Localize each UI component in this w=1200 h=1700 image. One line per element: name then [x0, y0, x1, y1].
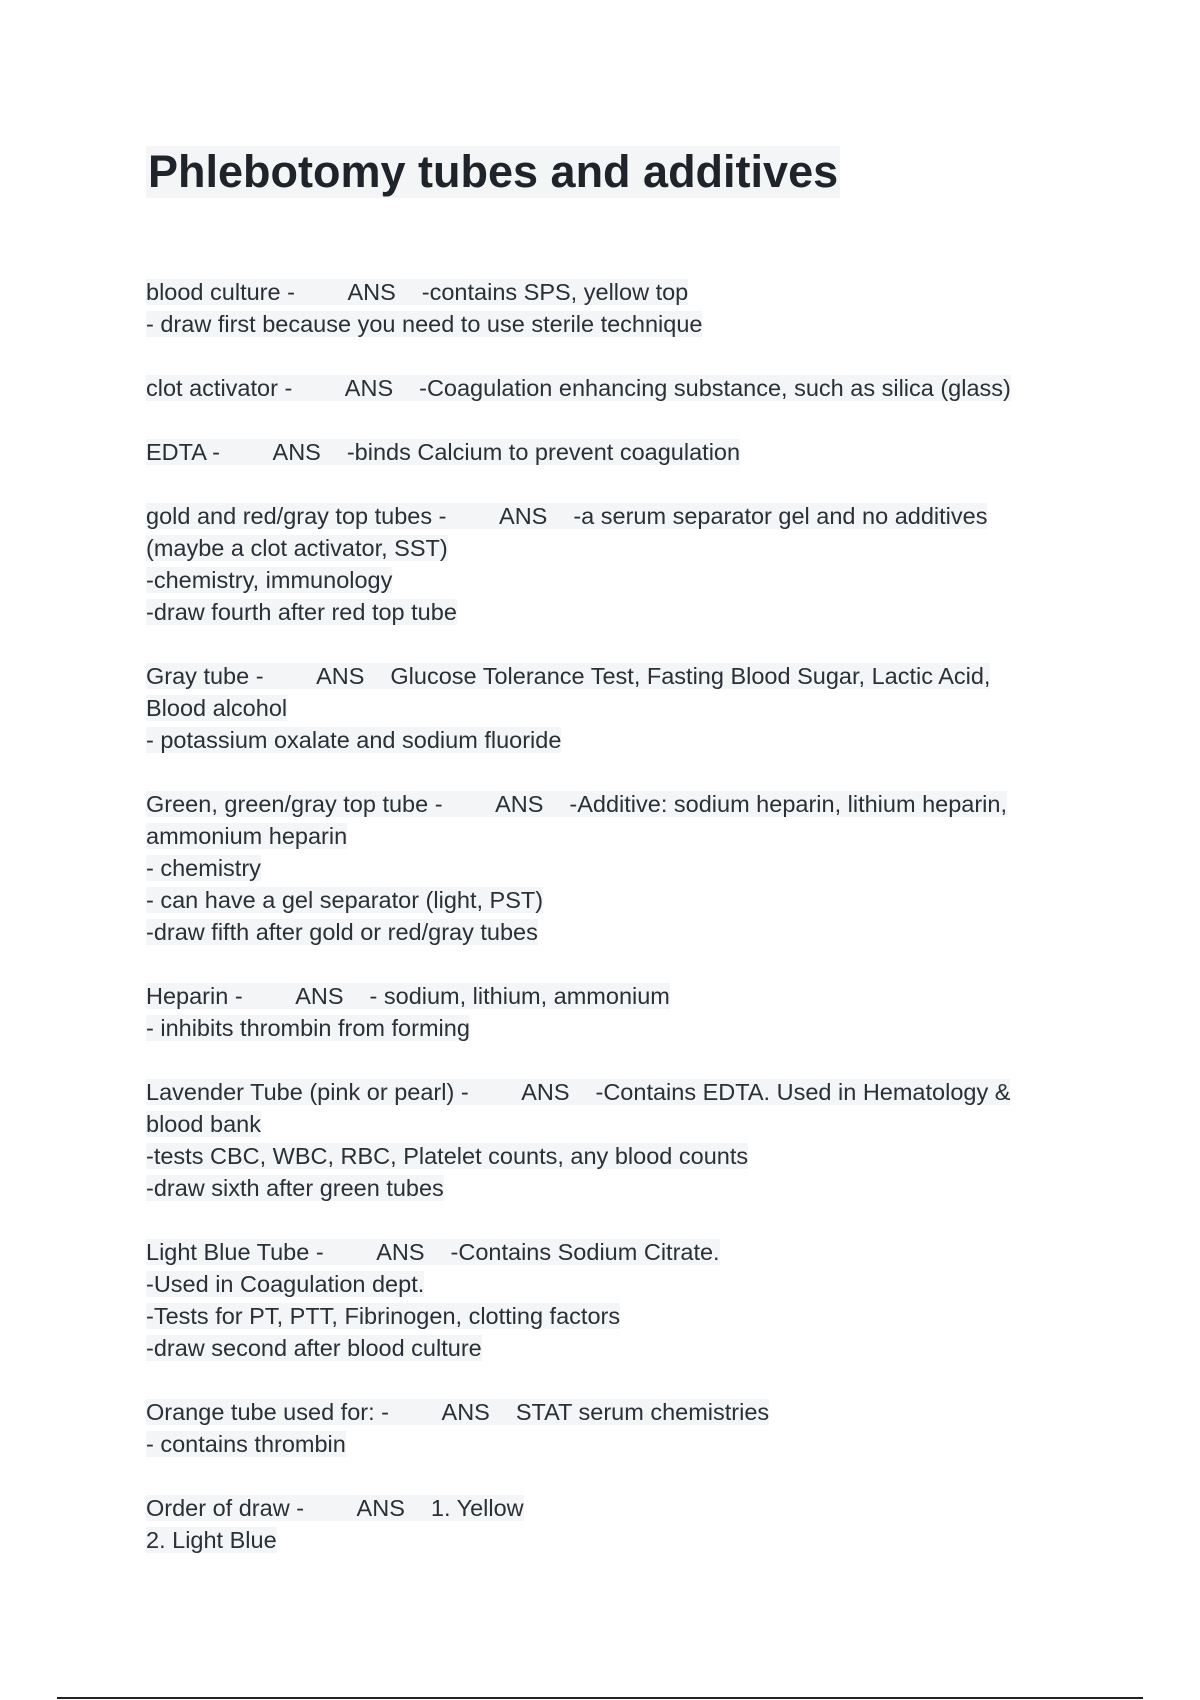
answer-continuation-line — [146, 692, 1066, 724]
question-text: Order of draw - — [146, 1495, 311, 1521]
ans-marker: ANS — [376, 1239, 425, 1265]
qa-highlight — [146, 439, 740, 465]
ans-marker: ANS — [499, 503, 548, 529]
question-text: EDTA - — [146, 439, 227, 465]
answer-text: -a serum separator gel and no additives — [573, 503, 988, 529]
answer-text: -binds Calcium to prevent coagulation — [346, 439, 741, 465]
answer-continuation-line — [146, 884, 1066, 916]
answer-continuation-line — [146, 308, 1066, 340]
question-text: Lavender Tube (pink or pearl) - — [146, 1079, 476, 1105]
answer-continuation-text: - can have a gel separator (light, PST) — [146, 887, 544, 913]
qa-entry — [146, 500, 1066, 628]
answer-continuation-line — [146, 564, 1066, 596]
answer-continuation-text: -draw fifth after gold or red/gray tubes — [146, 919, 538, 945]
qa-first-line — [146, 980, 1066, 1012]
qa-first-line — [146, 436, 1066, 468]
question-text: clot activator - — [146, 375, 299, 401]
qa-entry — [146, 1236, 1066, 1364]
answer-continuation-line — [146, 852, 1066, 884]
title-wrap — [146, 146, 840, 198]
answer-continuation-line — [146, 820, 1066, 852]
answer-text: -Contains Sodium Citrate. — [450, 1239, 720, 1265]
qa-first-line — [146, 1076, 1066, 1108]
answer-continuation-text: (maybe a clot activator, SST) — [146, 535, 448, 561]
answer-continuation-line — [146, 532, 1066, 564]
qa-highlight — [146, 1399, 769, 1425]
ans-marker: ANS — [521, 1079, 570, 1105]
qa-first-line — [146, 276, 1066, 308]
answer-continuation-text: -tests CBC, WBC, RBC, Platelet counts, any blood counts — [146, 1143, 749, 1169]
answer-continuation-text: 2. Light Blue — [146, 1527, 277, 1553]
answer-continuation-line — [146, 1172, 1066, 1204]
answer-continuation-line — [146, 916, 1066, 948]
page-title: Phlebotomy tubes and additives — [148, 146, 839, 197]
answer-text: -Contains EDTA. Used in Hematology & — [595, 1079, 1011, 1105]
answer-text: -contains SPS, yellow top — [421, 279, 689, 305]
answer-continuation-line — [146, 1140, 1066, 1172]
answer-continuation-text: - potassium oxalate and sodium fluoride — [146, 727, 562, 753]
answer-continuation-text: -chemistry, immunology — [146, 567, 393, 593]
qa-highlight — [146, 375, 1011, 401]
qa-entry — [146, 660, 1066, 756]
qa-first-line — [146, 788, 1066, 820]
question-text: Heparin - — [146, 983, 250, 1009]
qa-first-line — [146, 372, 1066, 404]
answer-continuation-text: -draw fourth after red top tube — [146, 599, 457, 625]
question-text: Green, green/gray top tube - — [146, 791, 450, 817]
question-text: Orange tube used for: - — [146, 1399, 396, 1425]
answer-continuation-line — [146, 596, 1066, 628]
qa-entry — [146, 276, 1066, 340]
ans-marker: ANS — [295, 983, 344, 1009]
qa-first-line — [146, 500, 1066, 532]
answer-text: -Coagulation enhancing substance, such as silica (glass) — [419, 375, 1011, 401]
qa-first-line — [146, 1396, 1066, 1428]
qa-highlight — [146, 791, 1007, 817]
qa-entry — [146, 1396, 1066, 1460]
qa-first-line — [146, 1492, 1066, 1524]
qa-entry — [146, 1076, 1066, 1204]
answer-continuation-line — [146, 1524, 1066, 1556]
qa-highlight — [146, 663, 990, 689]
qa-highlight — [146, 983, 670, 1009]
answer-continuation-text: -draw sixth after green tubes — [146, 1175, 444, 1201]
answer-continuation-text: - contains thrombin — [146, 1431, 346, 1457]
qa-highlight — [146, 503, 987, 529]
answer-continuation-text: -Used in Coagulation dept. — [146, 1271, 425, 1297]
ans-marker: ANS — [272, 439, 321, 465]
ans-marker: ANS — [316, 663, 365, 689]
answer-continuation-line — [146, 1300, 1066, 1332]
answer-continuation-text: - inhibits thrombin from forming — [146, 1015, 470, 1041]
qa-highlight — [146, 1079, 1010, 1105]
answer-continuation-text: - draw first because you need to use sterile technique — [146, 311, 703, 337]
answer-continuation-line — [146, 1268, 1066, 1300]
question-text: Light Blue Tube - — [146, 1239, 331, 1265]
ans-marker: ANS — [344, 375, 394, 401]
qa-entry — [146, 436, 1066, 468]
answer-continuation-text: ammonium heparin — [146, 823, 348, 849]
ans-marker: ANS — [495, 791, 544, 817]
qa-first-line — [146, 1236, 1066, 1268]
qa-highlight — [146, 1239, 720, 1265]
qa-entry — [146, 980, 1066, 1044]
answer-continuation-text: -Tests for PT, PTT, Fibrinogen, clotting factors — [146, 1303, 621, 1329]
answer-continuation-line — [146, 1012, 1066, 1044]
ans-marker: ANS — [356, 1495, 405, 1521]
answer-continuation-text: Blood alcohol — [146, 695, 288, 721]
question-text: blood culture - — [146, 279, 302, 305]
answer-continuation-line — [146, 724, 1066, 756]
entry-list — [146, 276, 1066, 1588]
answer-text: 1. Yellow — [430, 1495, 524, 1521]
qa-highlight — [146, 1495, 524, 1521]
answer-continuation-line — [146, 1428, 1066, 1460]
ans-marker: ANS — [441, 1399, 490, 1425]
qa-entry — [146, 1492, 1066, 1556]
answer-text: STAT serum chemistries — [515, 1399, 770, 1425]
qa-highlight — [146, 279, 688, 305]
question-text: Gray tube - — [146, 663, 271, 689]
answer-continuation-text: -draw second after blood culture — [146, 1335, 482, 1361]
answer-continuation-text: - chemistry — [146, 855, 261, 881]
answer-text: -Additive: sodium heparin, lithium heparin, — [569, 791, 1007, 817]
answer-continuation-line — [146, 1332, 1066, 1364]
bottom-divider — [57, 1697, 1143, 1699]
ans-marker: ANS — [347, 279, 396, 305]
answer-text: - sodium, lithium, ammonium — [369, 983, 670, 1009]
qa-entry — [146, 788, 1066, 948]
answer-continuation-line — [146, 1108, 1066, 1140]
qa-first-line — [146, 660, 1066, 692]
question-text: gold and red/gray top tubes - — [146, 503, 454, 529]
answer-continuation-text: blood bank — [146, 1111, 261, 1137]
answer-text: Glucose Tolerance Test, Fasting Blood Sugar, Lactic Acid, — [390, 663, 991, 689]
qa-entry — [146, 372, 1066, 404]
